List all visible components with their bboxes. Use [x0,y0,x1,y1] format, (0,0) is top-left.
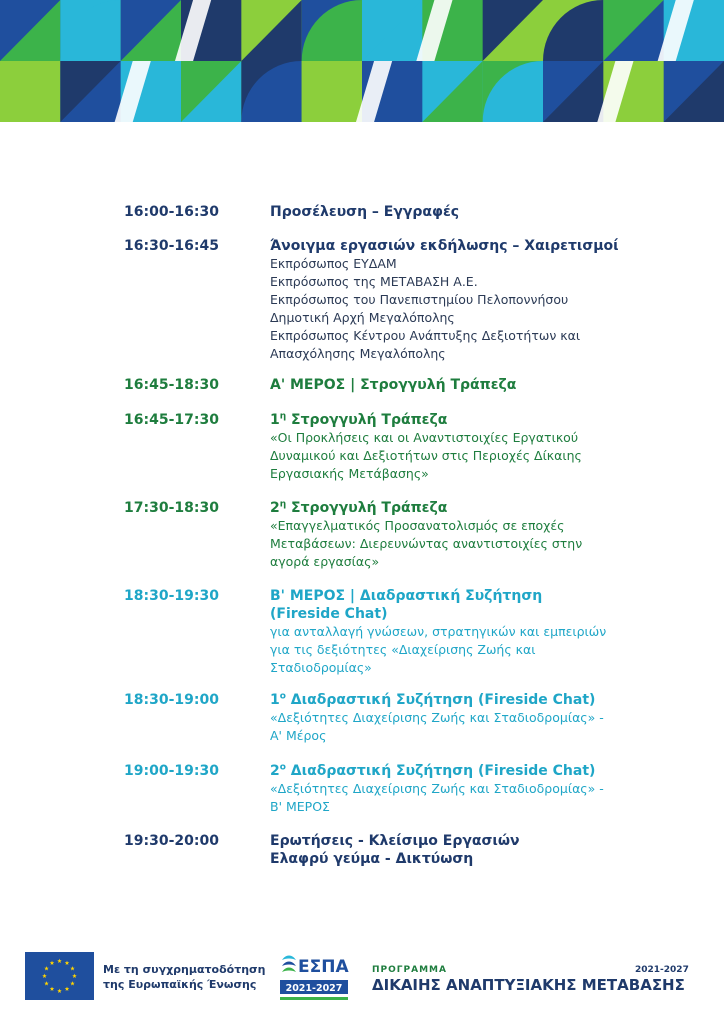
agenda-line: για τις δεξιότητες «Διαχείρισης Ζωής και [270,642,536,657]
agenda-title: Προσέλευση – Εγγραφές [270,204,460,220]
agenda-line: Α' Μέρος [270,728,327,743]
agenda-line: Εκπρόσωπος του Πανεπιστημίου Πελοποννήσου [270,292,569,307]
agenda-title: Άνοιγμα εργασιών εκδήλωσης – Χαιρετισμοί [270,238,619,254]
agenda-line: «Οι Προκλήσεις και οι Αναντιστοιχίες Εργατικού [270,430,579,445]
agenda-title: $1^\eta$ Στρογγυλή Τράπεζα [270,411,448,428]
agenda-line: Εκπρόσωπος Κέντρου Ανάπτυξης Δεξιοτήτων και [270,328,581,343]
eu-cofunding-text: Με τη συγχρηματοδότηση της Ευρωπαϊκής Ένωσης [103,963,266,991]
agenda-title: Β' ΜΕΡΟΣ | Διαδραστική Συζήτηση [270,588,543,604]
agenda-line: Μεταβάσεων: Διερευνώντας αναντιστοιχίες στην [270,536,583,551]
agenda-title-continued: Ελαφρύ γεύμα - Δικτύωση [270,851,474,867]
agenda-line: Εκπρόσωπος της ΜΕΤΑΒΑΣΗ Α.Ε. [270,274,478,289]
svg-text:ΕΣΠΑ: ΕΣΠΑ [298,957,349,977]
agenda-time: 16:45-17:30 [124,412,219,428]
agenda-line: Β' ΜΕΡΟΣ [270,799,330,814]
espa-logo-icon [276,950,352,1008]
agenda-line: «Δεξιότητες Διαχείρισης Ζωής και Σταδιοδρομίας» - [270,710,604,725]
agenda-time: 17:30-18:30 [124,500,219,516]
program-label: ΠΡΟΓΡΑΜΜΑ [372,965,447,975]
agenda-line: Σταδιοδρομίας» [270,660,372,675]
agenda-title: $2^o$ Διαδραστική Συζήτηση (Fireside Chat) [270,762,596,779]
agenda-line: «Επαγγελματικός Προσανατολισμός σε εποχές [270,518,565,533]
agenda-title: Α' ΜΕΡΟΣ | Στρογγυλή Τράπεζα [270,377,517,393]
agenda-line: Απασχόλησης Μεγαλόπολης [270,346,446,361]
agenda-title-continued: (Fireside Chat) [270,606,388,622]
program-years: 2021-2027 [635,965,689,975]
agenda-title: $1^o$ Διαδραστική Συζήτηση (Fireside Chat) [270,691,596,708]
agenda-title: $2^\eta$ Στρογγυλή Τράπεζα [270,499,448,516]
agenda-time: 18:30-19:00 [124,692,219,708]
agenda-time: 16:30-16:45 [124,238,219,254]
decorative-banner [0,0,724,122]
footer [0,940,724,1024]
agenda-time: 16:45-18:30 [124,377,219,393]
agenda-line: «Δεξιότητες Διαχείρισης Ζωής και Σταδιοδρομίας» - [270,781,604,796]
agenda-line: αγορά εργασίας» [270,554,380,569]
agenda-line: Δημοτική Αρχή Μεγαλόπολης [270,310,455,325]
agenda-line: Δυναμικού και Δεξιοτήτων στις Περιοχές Δίκαιης [270,448,582,463]
agenda-time: 19:00-19:30 [124,763,219,779]
agenda-time: 19:30-20:00 [124,833,219,849]
eu-flag-icon [25,952,94,1000]
agenda-line: Εργασιακής Μετάβασης» [270,466,429,481]
agenda-line: Εκπρόσωπος ΕΥΔΑΜ [270,256,397,271]
svg-text:2021-2027: 2021-2027 [285,983,343,994]
agenda-title: Ερωτήσεις - Κλείσιμο Εργασιών [270,833,520,849]
program-name: ΔΙΚΑΙΗΣ ΑΝΑΠΤΥΞΙΑΚΗΣ ΜΕΤΑΒΑΣΗΣ [372,976,685,994]
agenda-line: για ανταλλαγή γνώσεων, στρατηγικών και εμπειριών [270,624,607,639]
agenda-time: 16:00-16:30 [124,204,219,220]
agenda-time: 18:30-19:30 [124,588,219,604]
